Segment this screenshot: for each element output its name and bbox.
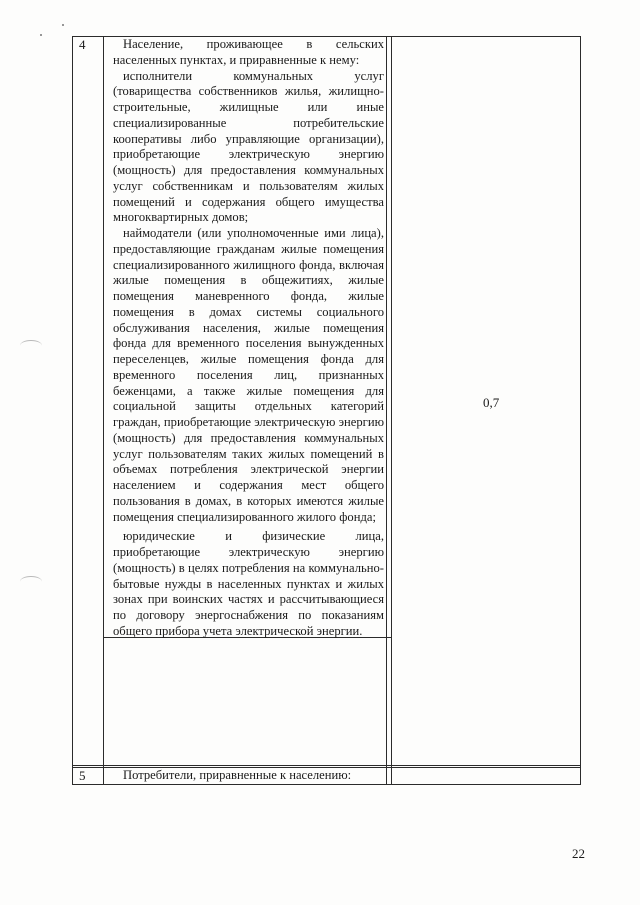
column-divider xyxy=(386,37,387,784)
page-number: 22 xyxy=(572,846,585,861)
description-paragraph: юридические и физические лица, приобретающие электрическую энергию (мощность) в целях потребления на коммунально-бытовые нужды в населенных пунктах и жилых зонах при воинских частях и рассчитывающиеся по договору энергоснабжения по показаниям общего прибора учета электрической энергии. xyxy=(113,529,384,638)
scan-artifact xyxy=(62,24,64,26)
coefficient-value: 0,7 xyxy=(483,395,500,410)
scan-artifact xyxy=(20,576,42,587)
description-paragraph: Потребители, приравненные к населению: xyxy=(123,768,352,782)
column-divider xyxy=(391,37,392,784)
tariff-table xyxy=(72,36,581,785)
row-description xyxy=(113,37,384,640)
row-description xyxy=(113,768,384,784)
row-divider xyxy=(73,765,580,766)
description-paragraph: наймодатели (или уполномоченные ими лица), предоставляющие гражданам жилые помещения специализированного жилищного фонда, включая жилые помещения в общежитиях, жилые помещения маневренного фонда, жилые помещения в домах системы социального обслуживания населения, жилые помещения фонда для временного поселения вынужденных переселенцев, жилые помещения фонда для временного поселения лиц, признанных беженцами, а также жилые помещения для социальной защиты отдельных категорий граждан, приобретающие электрическую энергию (мощность) для предоставления коммунальных услуг пользователям таких жилых помещений в объемах потребления электрической энергии населением и содержания мест общего пользования в домах, в которых имеются жилые помещения специализированного жилого фонда; xyxy=(113,226,384,524)
description-paragraph: исполнители коммунальных услуг (товарищества собственников жилья, жилищно-строительные, жилищные или иные специализированные потребительские кооперативы либо управляющие организации), приобретающие электрическую энергию (мощность) для предоставления коммунальных услуг собственникам и пользователям жилых помещений и содержания общего имущества многоквартирных домов; xyxy=(113,68,384,225)
row-number: 4 xyxy=(79,37,86,52)
scan-artifact xyxy=(40,34,42,36)
description-paragraph: Население, проживающее в сельских населенных пунктах, и приравненные к нему: xyxy=(113,37,384,67)
column-divider xyxy=(103,37,104,784)
row-number: 5 xyxy=(79,768,86,783)
scan-artifact xyxy=(20,340,42,351)
